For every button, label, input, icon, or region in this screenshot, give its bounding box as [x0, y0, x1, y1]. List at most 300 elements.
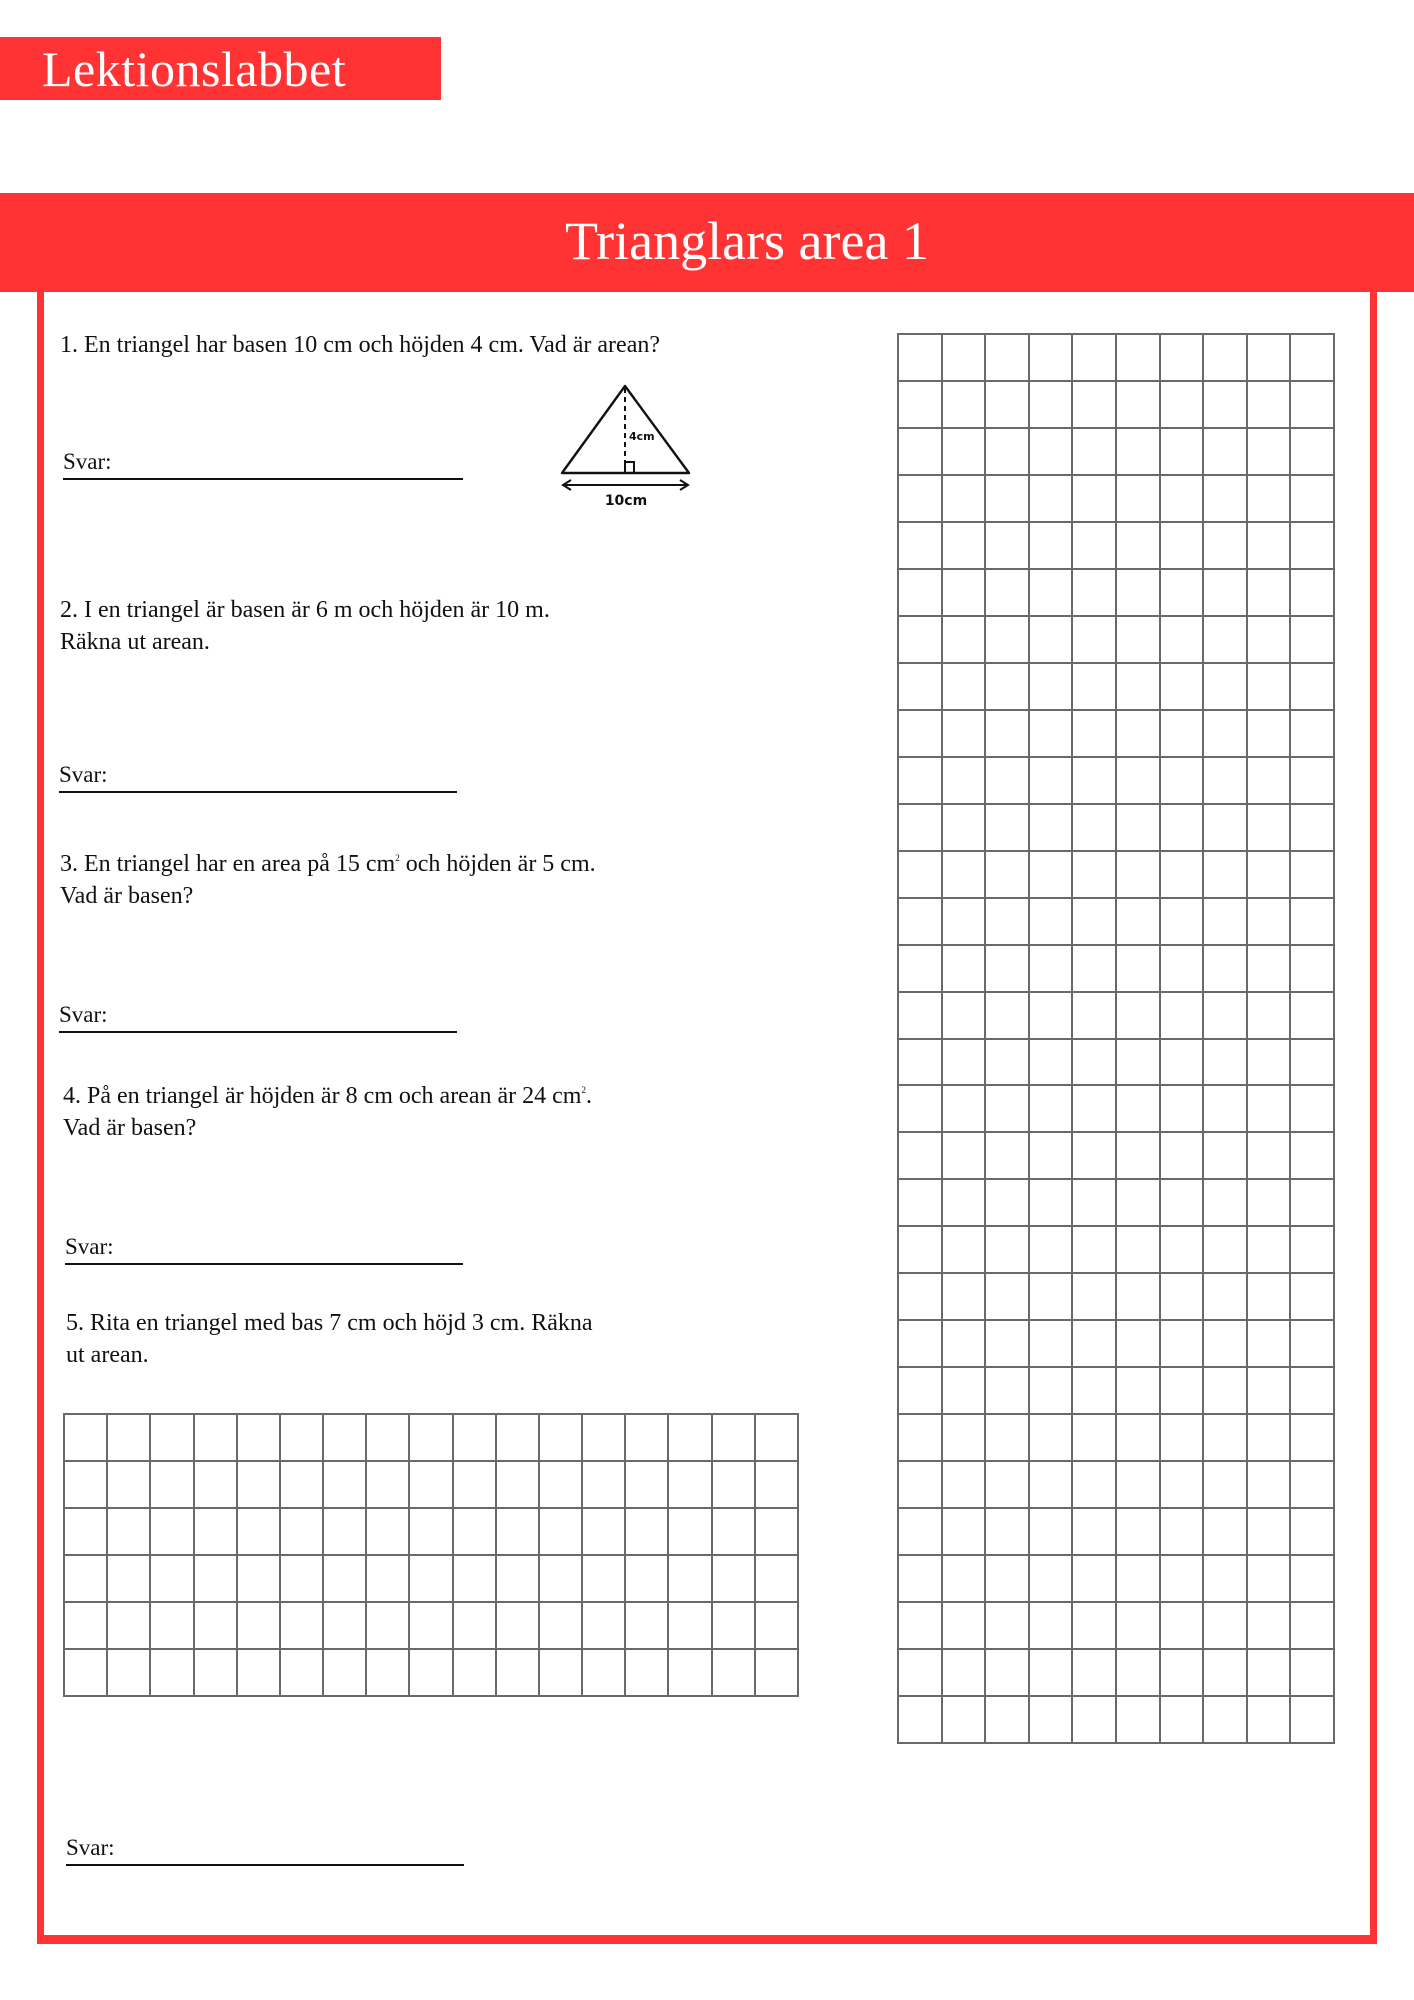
grid-cell[interactable] — [108, 1415, 151, 1462]
grid-cell[interactable] — [1117, 1462, 1161, 1509]
grid-cell[interactable] — [1161, 1274, 1205, 1321]
grid-cell[interactable] — [1161, 1133, 1205, 1180]
grid-cell[interactable] — [1161, 1086, 1205, 1133]
grid-cell[interactable] — [1073, 1040, 1117, 1087]
grid-cell[interactable] — [238, 1415, 281, 1462]
grid-cell[interactable] — [1248, 1509, 1292, 1556]
grid-cell[interactable] — [1073, 1603, 1117, 1650]
grid-cell[interactable] — [1204, 476, 1248, 523]
grid-cell[interactable] — [195, 1603, 238, 1650]
grid-cell[interactable] — [1161, 1462, 1205, 1509]
grid-cell[interactable] — [1248, 335, 1292, 382]
grid-cell[interactable] — [1117, 899, 1161, 946]
grid-cell[interactable] — [1248, 758, 1292, 805]
grid-cell[interactable] — [281, 1462, 324, 1509]
grid-cell[interactable] — [1117, 429, 1161, 476]
grid-cell[interactable] — [986, 805, 1030, 852]
grid-cell[interactable] — [1030, 946, 1074, 993]
grid-cell[interactable] — [1030, 1180, 1074, 1227]
grid-cell[interactable] — [899, 1086, 943, 1133]
grid-cell[interactable] — [1030, 1040, 1074, 1087]
grid-cell[interactable] — [986, 1368, 1030, 1415]
grid-cell[interactable] — [1248, 1368, 1292, 1415]
grid-cell[interactable] — [65, 1415, 108, 1462]
grid-cell[interactable] — [899, 1415, 943, 1462]
grid-cell[interactable] — [1291, 664, 1335, 711]
grid-cell[interactable] — [1073, 1227, 1117, 1274]
grid-cell[interactable] — [1248, 993, 1292, 1040]
grid-cell[interactable] — [1073, 946, 1117, 993]
grid-cell[interactable] — [943, 1650, 987, 1697]
grid-cell[interactable] — [1248, 1321, 1292, 1368]
grid-cell[interactable] — [1161, 382, 1205, 429]
grid-cell[interactable] — [713, 1603, 756, 1650]
grid-cell[interactable] — [1073, 1321, 1117, 1368]
grid-cell[interactable] — [1117, 1227, 1161, 1274]
grid-cell[interactable] — [756, 1650, 799, 1697]
grid-cell[interactable] — [1248, 1415, 1292, 1462]
grid-cell[interactable] — [1248, 1086, 1292, 1133]
grid-cell[interactable] — [986, 758, 1030, 805]
grid-cell[interactable] — [410, 1462, 453, 1509]
grid-cell[interactable] — [1030, 429, 1074, 476]
grid-cell[interactable] — [1204, 1368, 1248, 1415]
grid-cell[interactable] — [1161, 993, 1205, 1040]
grid-cell[interactable] — [1030, 523, 1074, 570]
grid-cell[interactable] — [899, 1509, 943, 1556]
grid-cell[interactable] — [1030, 1603, 1074, 1650]
grid-cell[interactable] — [943, 1462, 987, 1509]
grid-cell[interactable] — [1204, 1321, 1248, 1368]
grid-cell[interactable] — [1204, 852, 1248, 899]
grid-cell[interactable] — [943, 1180, 987, 1227]
grid-cell[interactable] — [1161, 1321, 1205, 1368]
grid-cell[interactable] — [324, 1415, 367, 1462]
grid-cell[interactable] — [108, 1603, 151, 1650]
grid-cell[interactable] — [1248, 1040, 1292, 1087]
grid-cell[interactable] — [1291, 1556, 1335, 1603]
grid-cell[interactable] — [1117, 1086, 1161, 1133]
grid-cell[interactable] — [65, 1556, 108, 1603]
grid-cell[interactable] — [1073, 476, 1117, 523]
grid-cell[interactable] — [1204, 1509, 1248, 1556]
grid-cell[interactable] — [1161, 1556, 1205, 1603]
grid-cell[interactable] — [151, 1650, 194, 1697]
grid-cell[interactable] — [899, 1603, 943, 1650]
grid-cell[interactable] — [1117, 805, 1161, 852]
grid-cell[interactable] — [195, 1650, 238, 1697]
grid-cell[interactable] — [540, 1603, 583, 1650]
grid-cell[interactable] — [1248, 476, 1292, 523]
grid-cell[interactable] — [1291, 1227, 1335, 1274]
grid-cell[interactable] — [1073, 899, 1117, 946]
grid-cell[interactable] — [1030, 1227, 1074, 1274]
grid-cell[interactable] — [583, 1556, 626, 1603]
grid-cell[interactable] — [899, 1040, 943, 1087]
grid-cell[interactable] — [1117, 1603, 1161, 1650]
grid-cell[interactable] — [713, 1509, 756, 1556]
grid-cell[interactable] — [756, 1415, 799, 1462]
grid-cell[interactable] — [1117, 382, 1161, 429]
grid-cell[interactable] — [713, 1556, 756, 1603]
grid-cell[interactable] — [410, 1556, 453, 1603]
grid-cell[interactable] — [1117, 1133, 1161, 1180]
scratch-grid[interactable] — [897, 333, 1335, 1744]
grid-cell[interactable] — [324, 1650, 367, 1697]
grid-cell[interactable] — [899, 570, 943, 617]
grid-cell[interactable] — [108, 1556, 151, 1603]
grid-cell[interactable] — [1291, 805, 1335, 852]
grid-cell[interactable] — [1248, 946, 1292, 993]
grid-cell[interactable] — [1030, 664, 1074, 711]
grid-cell[interactable] — [899, 1697, 943, 1744]
grid-cell[interactable] — [986, 523, 1030, 570]
grid-cell[interactable] — [1248, 711, 1292, 758]
grid-cell[interactable] — [986, 1274, 1030, 1321]
grid-cell[interactable] — [1161, 852, 1205, 899]
grid-cell[interactable] — [1161, 476, 1205, 523]
grid-cell[interactable] — [713, 1462, 756, 1509]
grid-cell[interactable] — [943, 1368, 987, 1415]
grid-cell[interactable] — [1291, 1180, 1335, 1227]
grid-cell[interactable] — [986, 1227, 1030, 1274]
grid-cell[interactable] — [1117, 1040, 1161, 1087]
grid-cell[interactable] — [1073, 429, 1117, 476]
grid-cell[interactable] — [1117, 335, 1161, 382]
grid-cell[interactable] — [195, 1415, 238, 1462]
grid-cell[interactable] — [324, 1462, 367, 1509]
grid-cell[interactable] — [943, 382, 987, 429]
grid-cell[interactable] — [1204, 1227, 1248, 1274]
grid-cell[interactable] — [986, 1180, 1030, 1227]
grid-cell[interactable] — [1030, 476, 1074, 523]
grid-cell[interactable] — [497, 1509, 540, 1556]
grid-cell[interactable] — [1073, 335, 1117, 382]
grid-cell[interactable] — [986, 617, 1030, 664]
grid-cell[interactable] — [1030, 335, 1074, 382]
grid-cell[interactable] — [1117, 570, 1161, 617]
grid-cell[interactable] — [1248, 899, 1292, 946]
grid-cell[interactable] — [151, 1603, 194, 1650]
grid-cell[interactable] — [899, 617, 943, 664]
grid-cell[interactable] — [1030, 758, 1074, 805]
grid-cell[interactable] — [943, 570, 987, 617]
grid-cell[interactable] — [497, 1650, 540, 1697]
grid-cell[interactable] — [281, 1650, 324, 1697]
grid-cell[interactable] — [943, 758, 987, 805]
grid-cell[interactable] — [410, 1650, 453, 1697]
answer-line-4[interactable] — [65, 1229, 463, 1265]
answer-line-3[interactable] — [59, 997, 457, 1033]
grid-cell[interactable] — [1204, 1133, 1248, 1180]
grid-cell[interactable] — [1204, 1556, 1248, 1603]
grid-cell[interactable] — [1073, 1650, 1117, 1697]
grid-cell[interactable] — [943, 1415, 987, 1462]
grid-cell[interactable] — [1117, 664, 1161, 711]
grid-cell[interactable] — [943, 523, 987, 570]
grid-cell[interactable] — [1291, 899, 1335, 946]
grid-cell[interactable] — [540, 1509, 583, 1556]
grid-cell[interactable] — [1073, 1462, 1117, 1509]
grid-cell[interactable] — [1030, 993, 1074, 1040]
grid-cell[interactable] — [1117, 1274, 1161, 1321]
grid-cell[interactable] — [986, 1650, 1030, 1697]
grid-cell[interactable] — [1204, 1603, 1248, 1650]
grid-cell[interactable] — [1161, 1180, 1205, 1227]
grid-cell[interactable] — [1248, 664, 1292, 711]
grid-cell[interactable] — [583, 1603, 626, 1650]
grid-cell[interactable] — [540, 1415, 583, 1462]
grid-cell[interactable] — [1117, 946, 1161, 993]
grid-cell[interactable] — [65, 1462, 108, 1509]
grid-cell[interactable] — [583, 1415, 626, 1462]
grid-cell[interactable] — [1248, 1556, 1292, 1603]
grid-cell[interactable] — [1117, 1321, 1161, 1368]
grid-cell[interactable] — [943, 1133, 987, 1180]
grid-cell[interactable] — [1073, 1509, 1117, 1556]
grid-cell[interactable] — [943, 1040, 987, 1087]
grid-cell[interactable] — [943, 335, 987, 382]
grid-cell[interactable] — [1291, 1133, 1335, 1180]
grid-cell[interactable] — [899, 805, 943, 852]
grid-cell[interactable] — [1248, 1274, 1292, 1321]
grid-cell[interactable] — [986, 429, 1030, 476]
grid-cell[interactable] — [1073, 852, 1117, 899]
grid-cell[interactable] — [1117, 1697, 1161, 1744]
grid-cell[interactable] — [1030, 1650, 1074, 1697]
grid-cell[interactable] — [1291, 1509, 1335, 1556]
grid-cell[interactable] — [1117, 852, 1161, 899]
grid-cell[interactable] — [986, 1462, 1030, 1509]
grid-cell[interactable] — [1161, 899, 1205, 946]
grid-cell[interactable] — [899, 335, 943, 382]
grid-cell[interactable] — [1248, 570, 1292, 617]
grid-cell[interactable] — [986, 1697, 1030, 1744]
grid-cell[interactable] — [1073, 664, 1117, 711]
grid-cell[interactable] — [669, 1650, 712, 1697]
grid-cell[interactable] — [943, 664, 987, 711]
grid-cell[interactable] — [1030, 1415, 1074, 1462]
grid-cell[interactable] — [986, 1556, 1030, 1603]
grid-cell[interactable] — [986, 1086, 1030, 1133]
grid-cell[interactable] — [367, 1509, 410, 1556]
grid-cell[interactable] — [899, 1227, 943, 1274]
grid-cell[interactable] — [367, 1462, 410, 1509]
grid-cell[interactable] — [151, 1462, 194, 1509]
grid-cell[interactable] — [1291, 1462, 1335, 1509]
grid-cell[interactable] — [238, 1462, 281, 1509]
grid-cell[interactable] — [1030, 1274, 1074, 1321]
grid-cell[interactable] — [1291, 1274, 1335, 1321]
grid-cell[interactable] — [1161, 805, 1205, 852]
grid-cell[interactable] — [1030, 1321, 1074, 1368]
grid-cell[interactable] — [986, 852, 1030, 899]
grid-cell[interactable] — [1117, 758, 1161, 805]
grid-cell[interactable] — [1291, 1603, 1335, 1650]
grid-cell[interactable] — [1248, 523, 1292, 570]
grid-cell[interactable] — [986, 1133, 1030, 1180]
grid-cell[interactable] — [943, 1556, 987, 1603]
grid-cell[interactable] — [1117, 711, 1161, 758]
grid-cell[interactable] — [943, 1697, 987, 1744]
grid-cell[interactable] — [1248, 429, 1292, 476]
grid-cell[interactable] — [943, 1227, 987, 1274]
grid-cell[interactable] — [899, 852, 943, 899]
grid-cell[interactable] — [1161, 335, 1205, 382]
grid-cell[interactable] — [1291, 1321, 1335, 1368]
grid-cell[interactable] — [986, 1040, 1030, 1087]
grid-cell[interactable] — [454, 1603, 497, 1650]
grid-cell[interactable] — [1291, 852, 1335, 899]
grid-cell[interactable] — [756, 1509, 799, 1556]
grid-cell[interactable] — [1291, 429, 1335, 476]
grid-cell[interactable] — [367, 1603, 410, 1650]
grid-cell[interactable] — [367, 1415, 410, 1462]
grid-cell[interactable] — [1073, 617, 1117, 664]
grid-cell[interactable] — [986, 335, 1030, 382]
grid-cell[interactable] — [151, 1556, 194, 1603]
grid-cell[interactable] — [1204, 1462, 1248, 1509]
grid-cell[interactable] — [367, 1556, 410, 1603]
grid-cell[interactable] — [281, 1603, 324, 1650]
grid-cell[interactable] — [626, 1415, 669, 1462]
grid-cell[interactable] — [1204, 1650, 1248, 1697]
grid-cell[interactable] — [986, 664, 1030, 711]
grid-cell[interactable] — [756, 1556, 799, 1603]
grid-cell[interactable] — [899, 476, 943, 523]
grid-cell[interactable] — [1073, 993, 1117, 1040]
grid-cell[interactable] — [1073, 570, 1117, 617]
grid-cell[interactable] — [899, 429, 943, 476]
grid-cell[interactable] — [151, 1509, 194, 1556]
grid-cell[interactable] — [238, 1509, 281, 1556]
grid-cell[interactable] — [1248, 382, 1292, 429]
grid-cell[interactable] — [626, 1603, 669, 1650]
grid-cell[interactable] — [899, 758, 943, 805]
grid-cell[interactable] — [108, 1650, 151, 1697]
grid-cell[interactable] — [497, 1415, 540, 1462]
grid-cell[interactable] — [324, 1556, 367, 1603]
grid-cell[interactable] — [986, 899, 1030, 946]
grid-cell[interactable] — [1204, 711, 1248, 758]
grid-cell[interactable] — [943, 1274, 987, 1321]
grid-cell[interactable] — [943, 711, 987, 758]
grid-cell[interactable] — [454, 1462, 497, 1509]
grid-cell[interactable] — [986, 1415, 1030, 1462]
grid-cell[interactable] — [1291, 711, 1335, 758]
grid-cell[interactable] — [943, 852, 987, 899]
grid-cell[interactable] — [1291, 523, 1335, 570]
grid-cell[interactable] — [1073, 382, 1117, 429]
grid-cell[interactable] — [65, 1509, 108, 1556]
grid-cell[interactable] — [626, 1556, 669, 1603]
grid-cell[interactable] — [1204, 382, 1248, 429]
grid-cell[interactable] — [943, 429, 987, 476]
grid-cell[interactable] — [1204, 335, 1248, 382]
grid-cell[interactable] — [1291, 1368, 1335, 1415]
grid-cell[interactable] — [899, 1180, 943, 1227]
grid-cell[interactable] — [281, 1556, 324, 1603]
grid-cell[interactable] — [1117, 1180, 1161, 1227]
grid-cell[interactable] — [943, 899, 987, 946]
grid-cell[interactable] — [1248, 1650, 1292, 1697]
grid-cell[interactable] — [1204, 758, 1248, 805]
grid-cell[interactable] — [899, 711, 943, 758]
grid-cell[interactable] — [1073, 711, 1117, 758]
answer-line-5[interactable] — [66, 1830, 464, 1866]
grid-cell[interactable] — [497, 1603, 540, 1650]
grid-cell[interactable] — [1248, 805, 1292, 852]
grid-cell[interactable] — [1204, 523, 1248, 570]
grid-cell[interactable] — [943, 617, 987, 664]
grid-cell[interactable] — [713, 1415, 756, 1462]
grid-cell[interactable] — [986, 382, 1030, 429]
grid-cell[interactable] — [1248, 1133, 1292, 1180]
drawing-grid[interactable] — [63, 1413, 799, 1697]
grid-cell[interactable] — [899, 899, 943, 946]
grid-cell[interactable] — [1117, 476, 1161, 523]
answer-line-1[interactable] — [63, 444, 463, 480]
grid-cell[interactable] — [1291, 993, 1335, 1040]
grid-cell[interactable] — [1117, 1556, 1161, 1603]
grid-cell[interactable] — [1030, 805, 1074, 852]
grid-cell[interactable] — [1204, 1040, 1248, 1087]
grid-cell[interactable] — [1291, 617, 1335, 664]
grid-cell[interactable] — [1030, 711, 1074, 758]
grid-cell[interactable] — [1161, 1368, 1205, 1415]
grid-cell[interactable] — [1204, 1415, 1248, 1462]
grid-cell[interactable] — [1073, 1086, 1117, 1133]
grid-cell[interactable] — [410, 1415, 453, 1462]
grid-cell[interactable] — [410, 1509, 453, 1556]
grid-cell[interactable] — [65, 1650, 108, 1697]
grid-cell[interactable] — [943, 993, 987, 1040]
grid-cell[interactable] — [899, 382, 943, 429]
grid-cell[interactable] — [986, 1603, 1030, 1650]
grid-cell[interactable] — [1161, 711, 1205, 758]
grid-cell[interactable] — [540, 1556, 583, 1603]
grid-cell[interactable] — [1117, 1650, 1161, 1697]
grid-cell[interactable] — [1204, 617, 1248, 664]
grid-cell[interactable] — [899, 1321, 943, 1368]
grid-cell[interactable] — [1030, 852, 1074, 899]
grid-cell[interactable] — [1073, 1697, 1117, 1744]
grid-cell[interactable] — [195, 1556, 238, 1603]
grid-cell[interactable] — [497, 1556, 540, 1603]
grid-cell[interactable] — [1161, 946, 1205, 993]
grid-cell[interactable] — [583, 1650, 626, 1697]
grid-cell[interactable] — [1291, 570, 1335, 617]
grid-cell[interactable] — [540, 1462, 583, 1509]
grid-cell[interactable] — [626, 1462, 669, 1509]
grid-cell[interactable] — [324, 1509, 367, 1556]
grid-cell[interactable] — [1204, 570, 1248, 617]
grid-cell[interactable] — [1161, 1227, 1205, 1274]
grid-cell[interactable] — [454, 1509, 497, 1556]
grid-cell[interactable] — [1030, 617, 1074, 664]
grid-cell[interactable] — [1291, 476, 1335, 523]
grid-cell[interactable] — [1204, 1274, 1248, 1321]
grid-cell[interactable] — [943, 1086, 987, 1133]
grid-cell[interactable] — [1073, 1368, 1117, 1415]
grid-cell[interactable] — [1030, 570, 1074, 617]
grid-cell[interactable] — [756, 1603, 799, 1650]
grid-cell[interactable] — [108, 1462, 151, 1509]
grid-cell[interactable] — [1291, 1086, 1335, 1133]
grid-cell[interactable] — [238, 1556, 281, 1603]
grid-cell[interactable] — [1248, 1603, 1292, 1650]
grid-cell[interactable] — [899, 1556, 943, 1603]
